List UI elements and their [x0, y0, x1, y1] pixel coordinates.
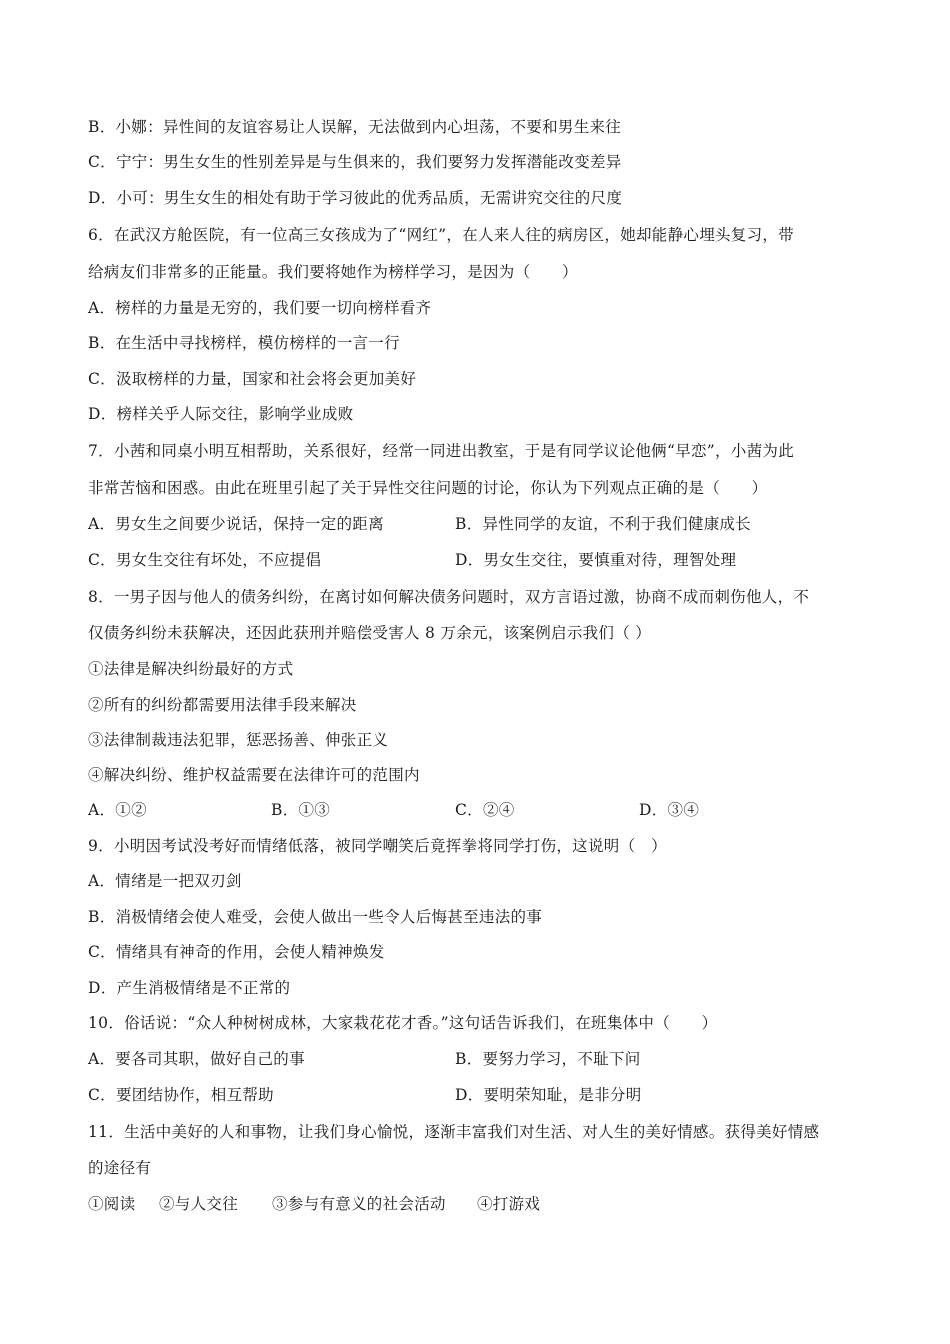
q10-option-b: B．要努力学习，不耻下问 — [455, 1050, 641, 1068]
q7-stem-line-1: 7．小茜和同桌小明互相帮助，关系很好，经常一同进出教室，于是有同学议论他俩“早恋”，小茜为此 — [88, 442, 795, 460]
q9-option-c: C．情绪具有神奇的作用，会使人精神焕发 — [88, 943, 385, 961]
q8-stem-line-2: 仅债务纠纷未获解决，还因此获刑并赔偿受害人 8 万余元，该案例启示我们（ ） — [88, 624, 652, 642]
q11-statement-3: ③参与有意义的社会活动 — [272, 1195, 446, 1213]
q8-statement-3: ③法律制裁违法犯罪，惩恶扬善、伸张正义 — [88, 731, 389, 749]
q6-option-b: B．在生活中寻找榜样，模仿榜样的一言一行 — [88, 334, 400, 352]
q11-stem-line-1: 11．生活中美好的人和事物，让我们身心愉悦，逐渐丰富我们对生活、对人生的美好情感。获得美好情感 — [88, 1123, 820, 1141]
q11-statement-2: ②与人交往 — [159, 1195, 239, 1213]
q6-option-d: D．榜样关乎人际交往，影响学业成败 — [88, 405, 354, 423]
q10-option-a: A．要各司其职，做好自己的事 — [88, 1050, 305, 1068]
q8-option-c: C．②④ — [455, 801, 515, 819]
q11-statement-4: ④打游戏 — [477, 1195, 541, 1213]
q7-option-d: D．男女生交往，要慎重对待，理智处理 — [455, 551, 737, 569]
q8-statement-1: ①法律是解决纠纷最好的方式 — [88, 660, 294, 678]
q8-option-d: D．③④ — [639, 801, 700, 819]
q7-option-a: A．男女生之间要少说话，保持一定的距离 — [88, 515, 384, 533]
q11-stem-line-2: 的途径有 — [88, 1159, 152, 1177]
q9-option-d: D．产生消极情绪是不正常的 — [88, 979, 291, 997]
q7-option-b: B．异性同学的友谊，不利于我们健康成长 — [455, 515, 752, 533]
q8-statement-4: ④解决纠纷、维护权益需要在法律许可的范围内 — [88, 766, 420, 784]
q10-option-d: D．要明荣知耻，是非分明 — [455, 1086, 642, 1104]
q8-option-a: A．①② — [88, 801, 147, 819]
q6-stem-line-2: 给病友们非常多的正能量。我们要将她作为榜样学习，是因为（ ） — [88, 263, 578, 281]
q5-option-b: B．小娜：异性间的友谊容易让人误解，无法做到内心坦荡，不要和男生来往 — [88, 118, 622, 136]
q11-statement-1: ①阅读 — [88, 1195, 136, 1213]
q9-option-b: B．消极情绪会使人难受，会使人做出一些令人后悔甚至违法的事 — [88, 908, 543, 926]
q8-statement-2: ②所有的纠纷都需要用法律手段来解决 — [88, 696, 357, 714]
q6-option-a: A．榜样的力量是无穷的，我们要一切向榜样看齐 — [88, 299, 432, 317]
q8-stem-line-1: 8．一男子因与他人的债务纠纷，在离讨如何解决债务问题时，双方言语过激，协商不成而刺伤他人，不 — [88, 588, 810, 606]
q6-option-c: C．汲取榜样的力量，国家和社会将会更加美好 — [88, 370, 417, 388]
q5-option-c: C．宁宁：男生女生的性别差异是与生俱来的，我们要努力发挥潜能改变差异 — [88, 153, 622, 171]
q9-option-a: A．情绪是一把双刃剑 — [88, 872, 242, 890]
q10-option-c: C．要团结协作，相互帮助 — [88, 1086, 274, 1104]
q7-stem-line-2: 非常苦恼和困惑。由此在班里引起了关于异性交往问题的讨论，你认为下列观点正确的是（ ） — [88, 479, 768, 497]
q9-stem: 9．小明因考试没考好而情绪低落，被同学嘲笑后竟挥拳将同学打伤，这说明（ ） — [88, 837, 667, 855]
q10-stem: 10．俗话说：“众人种树树成林，大家栽花花才香。”这句话告诉我们，在班集体中（ ） — [88, 1014, 718, 1032]
q6-stem-line-1: 6．在武汉方舱医院，有一位高三女孩成为了“网红”，在人来人往的病房区，她却能静心埋头复习，带 — [88, 226, 795, 244]
q7-option-c: C．男女生交往有坏处，不应提倡 — [88, 551, 322, 569]
q8-option-b: B．①③ — [271, 801, 331, 819]
q5-option-d: D．小可：男生女生的相处有助于学习彼此的优秀品质，无需讲究交往的尺度 — [88, 189, 623, 207]
